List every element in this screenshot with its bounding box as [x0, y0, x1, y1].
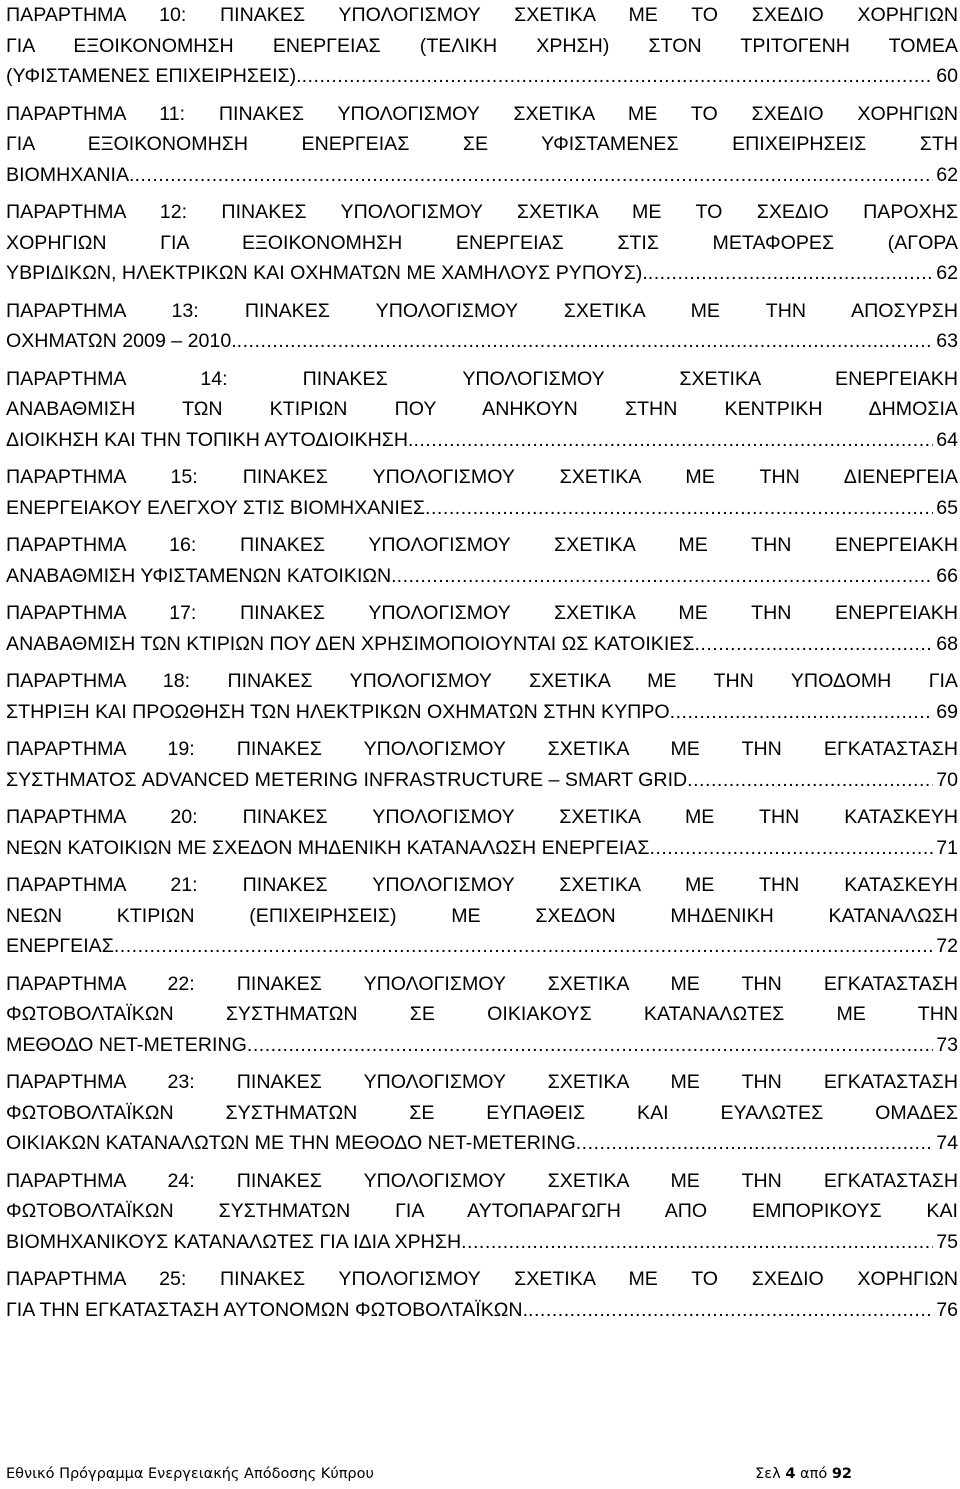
toc-entry-text: ΒΙΟΜΗΧΑΝΙΚΟΥΣ ΚΑΤΑΝΑΛΩΤΕΣ ΓΙΑ ΙΔΙΑ ΧΡΗΣΗ: [6, 1230, 462, 1253]
toc-entry-text: ΕΝΕΡΓΕΙΑΚΟΥ ΕΛΕΓΧΟΥ ΣΤΙΣ ΒΙΟΜΗΧΑΝΙΕΣ: [6, 496, 426, 519]
toc-page-number: 73: [936, 1033, 958, 1056]
toc-entry-text: ΕΝΕΡΓΕΙΑΣ: [6, 935, 114, 957]
toc-entry-last-line: [6, 160, 958, 191]
dot-leader: [648, 258, 933, 289]
toc-entry-last-line: [6, 258, 958, 289]
toc-page-number: 74: [936, 1132, 958, 1154]
toc-entry-last-line: [6, 61, 958, 92]
toc-page-number: 60: [936, 65, 958, 87]
dot-leader: [247, 1030, 933, 1061]
toc-page-number: 65: [936, 496, 958, 519]
toc-entry-text: ΟΙΚΙΑΚΩΝ ΚΑΤΑΝΑΛΩΤΩΝ ΜΕ ΤΗΝ ΜΕΘΟΔΟ NET-METERING: [6, 1132, 576, 1154]
toc-page-number: 62: [936, 262, 958, 284]
dot-leader: [694, 629, 933, 660]
toc-entry[interactable]: [6, 802, 958, 863]
toc-entry-line: ΓΙΑ ΕΞΟΙΚΟΝΟΜΗΣΗ ΕΝΕΡΓΕΙΑΣ (ΤΕΛΙΚΗ ΧΡΗΣΗ) ΣΤΟΝ ΤΡΙΤΟΓΕΝΗ ΤΟΜΕΑ: [6, 34, 958, 57]
toc-entry-text: (ΥΦΙΣΤΑΜΕΝΕΣ ΕΠΙΧΕΙΡΗΣΕΙΣ).: [6, 65, 302, 87]
toc-entry-last-line: [6, 561, 958, 592]
toc-entry-text: ΑΝΑΒΑΘΜΙΣΗ ΤΩΝ ΚΤΙΡΙΩΝ ΠΟΥ ΔΕΝ ΧΡΗΣΙΜΟΠΟΙΟΥΝΤΑΙ ΩΣ ΚΑΤΟΙΚΙΕΣ: [6, 632, 695, 655]
toc-entry-text: ΑΝΑΒΑΘΜΙΣΗ ΥΦΙΣΤΑΜΕΝΩΝ ΚΑΤΟΙΚΙΩΝ.: [6, 564, 397, 587]
dot-leader: [649, 833, 933, 864]
toc-entry[interactable]: [6, 99, 958, 191]
dot-leader: [528, 1295, 933, 1326]
dot-leader: [134, 160, 933, 191]
toc-entry-line: ΠΑΡΑΡΤΗΜΑ 21: ΠΙΝΑΚΕΣ ΥΠΟΛΟΓΙΣΜΟΥ ΣΧΕΤΙΚΑ ΜΕ ΤΗΝ ΚΑΤΑΣΚΕΥΗ: [6, 874, 958, 896]
toc-entry-line: ΑΝΑΒΑΘΜΙΣΗ ΤΩΝ ΚΤΙΡΙΩΝ ΠΟΥ ΑΝΗΚΟΥΝ ΣΤΗΝ ΚΕΝΤΡΙΚΗ ΔΗΜΟΣΙΑ: [6, 398, 958, 420]
toc-entry-text: ΟΧΗΜΑΤΩΝ 2009 – 2010.: [6, 330, 237, 352]
toc-entry[interactable]: [6, 364, 958, 456]
footer-page-prefix: Σελ: [755, 1466, 781, 1482]
dot-leader: [670, 697, 934, 728]
toc-entry-line: ΠΑΡΑΡΤΗΜΑ 20: ΠΙΝΑΚΕΣ ΥΠΟΛΟΓΙΣΜΟΥ ΣΧΕΤΙΚΑ ΜΕ ΤΗΝ ΚΑΤΑΣΚΕΥΗ: [6, 806, 958, 828]
footer-page-current: 4: [785, 1466, 796, 1482]
toc-entry-line: ΠΑΡΑΡΤΗΜΑ 10: ΠΙΝΑΚΕΣ ΥΠΟΛΟΓΙΣΜΟΥ ΣΧΕΤΙΚΑ ΜΕ ΤΟ ΣΧΕΔΙΟ ΧΟΡΗΓΙΩΝ: [6, 4, 958, 26]
toc-entry[interactable]: [6, 197, 958, 289]
toc-page-number: 71: [936, 836, 958, 859]
toc-entry-last-line: [6, 1227, 958, 1258]
toc-entry[interactable]: [6, 969, 958, 1061]
toc-entry-line: ΦΩΤΟΒΟΛΤΑΪΚΩΝ ΣΥΣΤΗΜΑΤΩΝ ΓΙΑ ΑΥΤΟΠΑΡΑΓΩΓΗ ΑΠΟ ΕΜΠΟΡΙΚΟΥΣ ΚΑΙ: [6, 1200, 958, 1222]
toc-page-number: 66: [936, 564, 958, 587]
toc-entry[interactable]: [6, 530, 958, 591]
toc-page-number: 62: [936, 163, 958, 186]
dot-leader: [237, 326, 934, 357]
toc-page-number: 68: [936, 632, 958, 655]
toc-entry-line: ΠΑΡΑΡΤΗΜΑ 11: ΠΙΝΑΚΕΣ ΥΠΟΛΟΓΙΣΜΟΥ ΣΧΕΤΙΚΑ ΜΕ ΤΟ ΣΧΕΔΙΟ ΧΟΡΗΓΙΩΝ: [6, 102, 958, 125]
toc-entry-line: ΠΑΡΑΡΤΗΜΑ 18: ΠΙΝΑΚΕΣ ΥΠΟΛΟΓΙΣΜΟΥ ΣΧΕΤΙΚΑ ΜΕ ΤΗΝ ΥΠΟΔΟΜΗ ΓΙΑ: [6, 670, 958, 692]
toc-entry[interactable]: [6, 1264, 958, 1325]
toc-page-number: 75: [936, 1230, 958, 1253]
toc-entry-line: ΦΩΤΟΒΟΛΤΑΪΚΩΝ ΣΥΣΤΗΜΑΤΩΝ ΣΕ ΟΙΚΙΑΚΟΥΣ ΚΑΤΑΝΑΛΩΤΕΣ ΜΕ ΤΗΝ: [6, 1003, 958, 1025]
toc-entry-last-line: [6, 697, 958, 728]
footer-page-total: 92: [831, 1466, 852, 1482]
toc-page-number: 76: [936, 1298, 958, 1321]
page-footer: [6, 1465, 852, 1483]
toc-entry[interactable]: [6, 296, 958, 357]
dot-leader: [302, 61, 934, 92]
toc-entry-line: ΓΙΑ ΕΞΟΙΚΟΝΟΜΗΣΗ ΕΝΕΡΓΕΙΑΣ ΣΕ ΥΦΙΣΤΑΜΕΝΕΣ ΕΠΙΧΕΙΡΗΣΕΙΣ ΣΤΗ: [6, 133, 958, 155]
table-of-contents: [6, 0, 958, 1332]
toc-entry-line: ΠΑΡΑΡΤΗΜΑ 24: ΠΙΝΑΚΕΣ ΥΠΟΛΟΓΙΣΜΟΥ ΣΧΕΤΙΚΑ ΜΕ ΤΗΝ ΕΓΚΑΤΑΣΤΑΣΗ: [6, 1169, 958, 1192]
toc-entry-line: ΧΟΡΗΓΙΩΝ ΓΙΑ ΕΞΟΙΚΟΝΟΜΗΣΗ ΕΝΕΡΓΕΙΑΣ ΣΤΙΣ ΜΕΤΑΦΟΡΕΣ (ΑΓΟΡΑ: [6, 231, 958, 254]
footer-page-indicator: [755, 1465, 852, 1483]
toc-entry[interactable]: [6, 598, 958, 659]
footer-document-title: Εθνικό Πρόγραμμα Ενεργειακής Απόδοσης Κύπρου: [6, 1466, 374, 1482]
toc-entry[interactable]: [6, 734, 958, 795]
toc-entry[interactable]: [6, 0, 958, 92]
dot-leader: [413, 425, 933, 456]
toc-entry-line: ΠΑΡΑΡΤΗΜΑ 13: ΠΙΝΑΚΕΣ ΥΠΟΛΟΓΙΣΜΟΥ ΣΧΕΤΙΚΑ ΜΕ ΤΗΝ ΑΠΟΣΥΡΣΗ: [6, 299, 958, 322]
toc-entry-last-line: [6, 425, 958, 456]
toc-entry-text: ΓΙΑ ΤΗΝ ΕΓΚΑΤΑΣΤΑΣΗ ΑΥΤΟΝΟΜΩΝ ΦΩΤΟΒΟΛΤΑΪΚΩΝ.: [6, 1298, 529, 1321]
dot-leader: [461, 1227, 933, 1258]
toc-entry[interactable]: [6, 870, 958, 962]
toc-entry-last-line: [6, 629, 958, 660]
toc-entry-line: ΠΑΡΑΡΤΗΜΑ 12: ΠΙΝΑΚΕΣ ΥΠΟΛΟΓΙΣΜΟΥ ΣΧΕΤΙΚΑ ΜΕ ΤΟ ΣΧΕΔΙΟ ΠΑΡΟΧΗΣ: [6, 201, 958, 223]
toc-entry-text: ΝΕΩΝ ΚΑΤΟΙΚΙΩΝ ΜΕ ΣΧΕΔΟΝ ΜΗΔΕΝΙΚΗ ΚΑΤΑΝΑΛΩΣΗ ΕΝΕΡΓΕΙΑΣ: [6, 836, 650, 859]
toc-entry-line: ΠΑΡΑΡΤΗΜΑ 19: ΠΙΝΑΚΕΣ ΥΠΟΛΟΓΙΣΜΟΥ ΣΧΕΤΙΚΑ ΜΕ ΤΗΝ ΕΓΚΑΤΑΣΤΑΣΗ: [6, 738, 958, 760]
toc-entry-last-line: [6, 1128, 958, 1159]
toc-entry-text: ΔΙΟΙΚΗΣΗ ΚΑΙ ΤΗΝ ΤΟΠΙΚΗ ΑΥΤΟΔΙΟΙΚΗΣΗ.: [6, 428, 414, 451]
toc-entry-text: ΒΙΟΜΗΧΑΝΙΑ.: [6, 163, 135, 186]
toc-entry-last-line: [6, 493, 958, 524]
dot-leader: [425, 493, 933, 524]
toc-entry-line: ΝΕΩΝ ΚΤΙΡΙΩΝ (ΕΠΙΧΕΙΡΗΣΕΙΣ) ΜΕ ΣΧΕΔΟΝ ΜΗΔΕΝΙΚΗ ΚΑΤΑΝΑΛΩΣΗ: [6, 904, 958, 927]
toc-entry[interactable]: [6, 1166, 958, 1258]
toc-entry-line: ΠΑΡΑΡΤΗΜΑ 17: ΠΙΝΑΚΕΣ ΥΠΟΛΟΓΙΣΜΟΥ ΣΧΕΤΙΚΑ ΜΕ ΤΗΝ ΕΝΕΡΓΕΙΑΚΗ: [6, 602, 958, 624]
toc-entry-text: ΣΤΗΡΙΞΗ ΚΑΙ ΠΡΟΩΘΗΣΗ ΤΩΝ ΗΛΕΚΤΡΙΚΩΝ ΟΧΗΜΑΤΩΝ ΣΤΗΝ ΚΥΠΡΟ: [6, 700, 670, 723]
toc-entry-line: ΦΩΤΟΒΟΛΤΑΪΚΩΝ ΣΥΣΤΗΜΑΤΩΝ ΣΕ ΕΥΠΑΘΕΙΣ ΚΑΙ ΕΥΑΛΩΤΕΣ ΟΜΑΔΕΣ: [6, 1101, 958, 1124]
toc-entry-line: ΠΑΡΑΡΤΗΜΑ 15: ΠΙΝΑΚΕΣ ΥΠΟΛΟΓΙΣΜΟΥ ΣΧΕΤΙΚΑ ΜΕ ΤΗΝ ΔΙΕΝΕΡΓΕΙΑ: [6, 466, 958, 488]
toc-entry-text: ΜΕΘΟΔΟ NET-METERING: [6, 1033, 247, 1056]
dot-leader: [397, 561, 934, 592]
footer-page-mid: από: [800, 1466, 828, 1482]
toc-entry[interactable]: [6, 666, 958, 727]
toc-entry-last-line: [6, 833, 958, 864]
toc-page-number: 69: [936, 700, 958, 723]
toc-entry-line: ΠΑΡΑΡΤΗΜΑ 25: ΠΙΝΑΚΕΣ ΥΠΟΛΟΓΙΣΜΟΥ ΣΧΕΤΙΚΑ ΜΕ ΤΟ ΣΧΕΔΙΟ ΧΟΡΗΓΙΩΝ: [6, 1268, 958, 1290]
toc-entry-last-line: [6, 1030, 958, 1061]
toc-entry[interactable]: [6, 1067, 958, 1159]
dot-leader: [114, 931, 933, 962]
toc-page-number: 72: [936, 935, 958, 957]
toc-entry-text: ΣΥΣΤΗΜΑΤΟΣ ADVANCED METERING INFRASTRUCTURE – SMART GRID: [6, 768, 688, 791]
toc-entry-last-line: [6, 765, 958, 796]
dot-leader: [687, 765, 933, 796]
toc-entry-line: ΠΑΡΑΡΤΗΜΑ 23: ΠΙΝΑΚΕΣ ΥΠΟΛΟΓΙΣΜΟΥ ΣΧΕΤΙΚΑ ΜΕ ΤΗΝ ΕΓΚΑΤΑΣΤΑΣΗ: [6, 1071, 958, 1093]
toc-entry-last-line: [6, 326, 958, 357]
toc-entry-line: ΠΑΡΑΡΤΗΜΑ 14: ΠΙΝΑΚΕΣ ΥΠΟΛΟΓΙΣΜΟΥ ΣΧΕΤΙΚΑ ΕΝΕΡΓΕΙΑΚΗ: [6, 367, 958, 390]
toc-entry-line: ΠΑΡΑΡΤΗΜΑ 16: ΠΙΝΑΚΕΣ ΥΠΟΛΟΓΙΣΜΟΥ ΣΧΕΤΙΚΑ ΜΕ ΤΗΝ ΕΝΕΡΓΕΙΑΚΗ: [6, 534, 958, 556]
toc-entry-last-line: [6, 1295, 958, 1326]
toc-entry[interactable]: [6, 462, 958, 523]
toc-page-number: 70: [936, 768, 958, 791]
toc-page-number: 63: [936, 330, 958, 352]
toc-entry-line: ΠΑΡΑΡΤΗΜΑ 22: ΠΙΝΑΚΕΣ ΥΠΟΛΟΓΙΣΜΟΥ ΣΧΕΤΙΚΑ ΜΕ ΤΗΝ ΕΓΚΑΤΑΣΤΑΣΗ: [6, 972, 958, 995]
toc-page-number: 64: [936, 428, 958, 451]
dot-leader: [576, 1128, 933, 1159]
toc-entry-text: ΥΒΡΙΔΙΚΩΝ, ΗΛΕΚΤΡΙΚΩΝ ΚΑΙ ΟΧΗΜΑΤΩΝ ΜΕ ΧΑΜΗΛΟΥΣ ΡΥΠΟΥΣ).: [6, 262, 648, 284]
toc-entry-last-line: [6, 931, 958, 962]
